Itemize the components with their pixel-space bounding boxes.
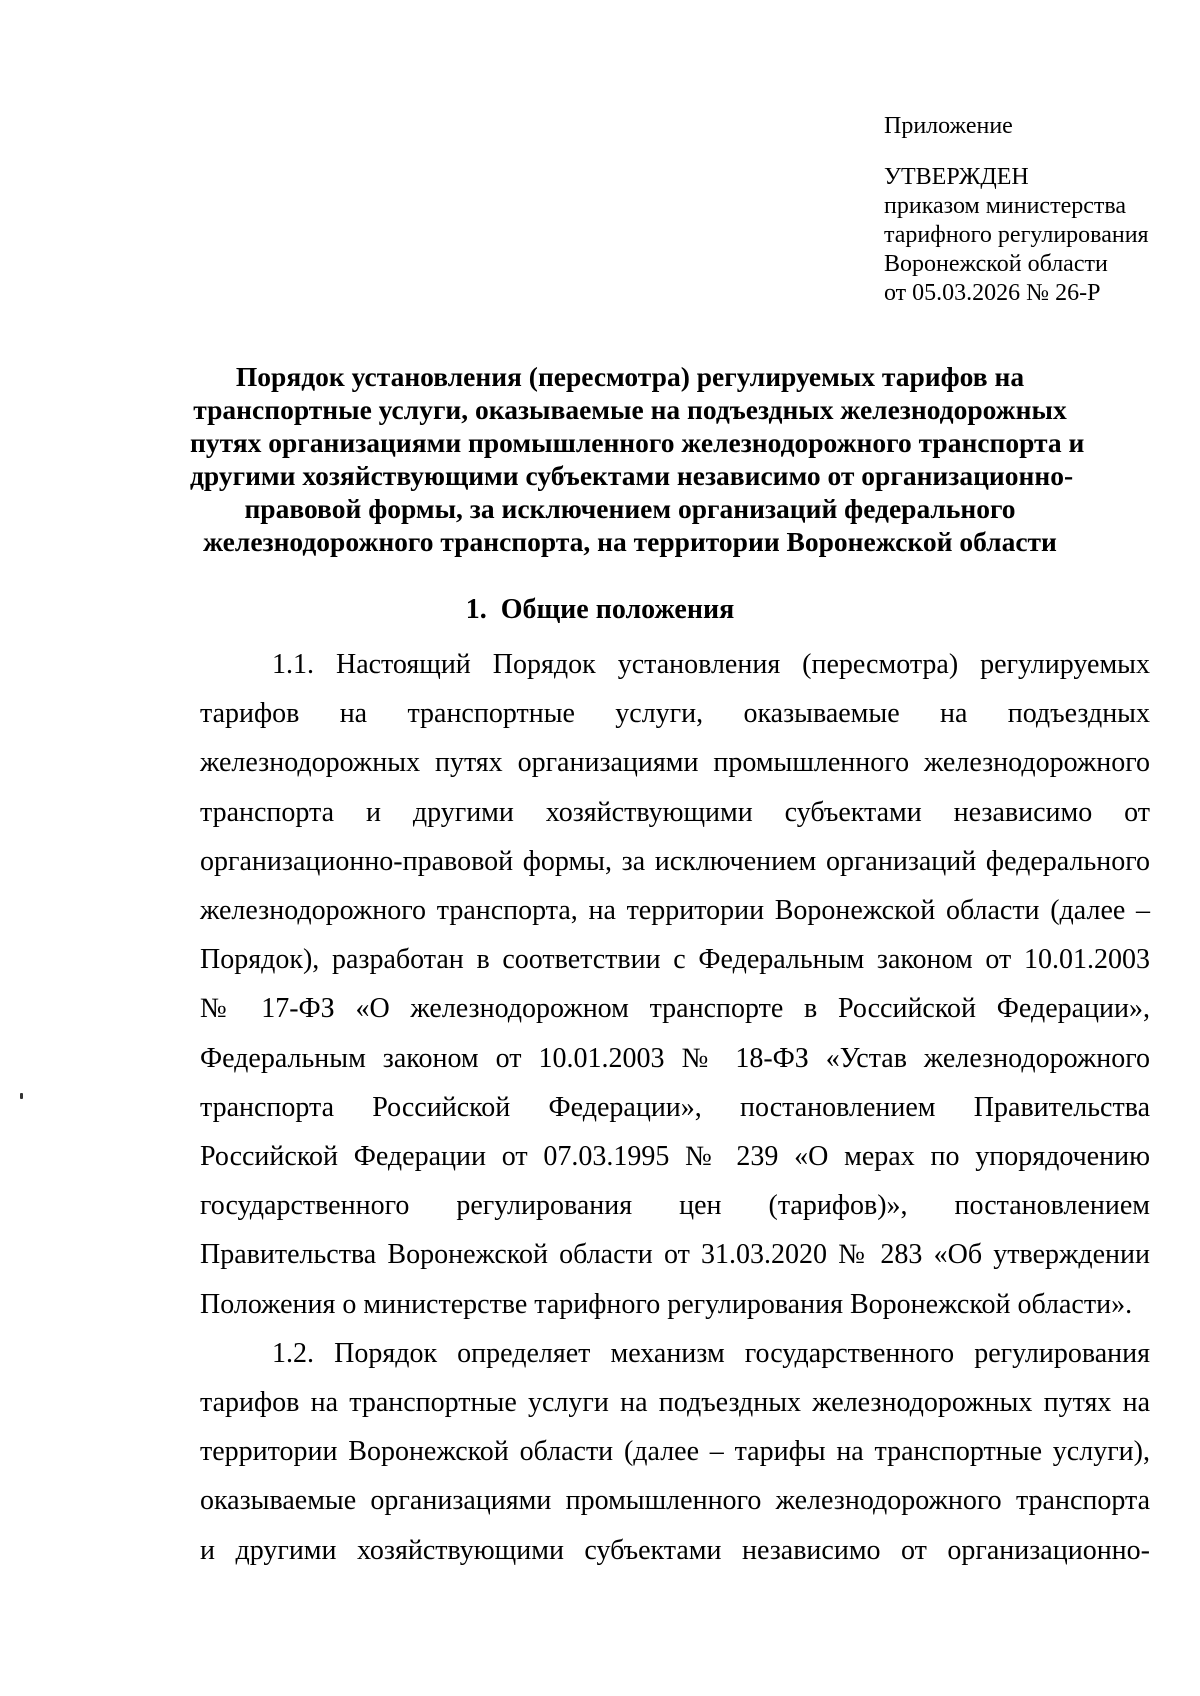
text-line: № 17-ФЗ «О железнодорожном транспорте в Российской Федерации», (200, 993, 1150, 1025)
text-line: Федеральным законом от 10.01.2003 № 18-ФЗ «Устав железнодорожного (200, 1042, 1150, 1074)
text-line: железнодорожных путях организациями промышленного железнодорожного (200, 747, 1150, 779)
text-line: и другими хозяйствующими субъектами независимо от организационно- (200, 1534, 1150, 1566)
text-line: Положения о министерстве тарифного регулирования Воронежской области». (200, 1288, 1133, 1320)
text-line: Правительства Воронежской области от 31.03.2020 № 283 «Об утверждении (200, 1239, 1150, 1271)
scan-speck (20, 1093, 23, 1099)
approval-line: от 05.03.2026 № 26-Р (884, 280, 1101, 306)
section-number: 1. (465, 594, 487, 625)
text-line: железнодорожного транспорта, на территории Воронежской области (далее – (200, 895, 1150, 927)
section-title: Общие положения (500, 594, 735, 625)
paragraph-1-1 (200, 640, 1150, 1329)
approval-line: тарифного регулирования (884, 222, 1149, 248)
text-line: тарифов на транспортные услуги на подъездных железнодорожных путях на (200, 1387, 1150, 1419)
approval-line: УТВЕРЖДЕН (884, 164, 1029, 190)
approval-line: Воронежской области (884, 251, 1108, 277)
text-line: Российской Федерации от 07.03.1995 № 239 «О мерах по упорядочению (200, 1141, 1150, 1173)
text-line: транспорта и другими хозяйствующими субъектами независимо от (200, 796, 1150, 828)
title-line: транспортные услуги, оказываемые на подъездных железнодорожных (193, 394, 1067, 425)
title-line: другими хозяйствующими субъектами независимо от организационно- (190, 460, 1074, 491)
text-line: государственного регулирования цен (тарифов)», постановлением (200, 1190, 1150, 1222)
text-line: 1.1. Настоящий Порядок установления (пересмотра) регулируемых (272, 649, 1150, 680)
title-line: Порядок установления (пересмотра) регулируемых тарифов на (235, 361, 1025, 392)
approval-block (884, 112, 1184, 308)
section-heading (0, 593, 1200, 627)
title-line: железнодорожного транспорта, на территории Воронежской области (203, 526, 1057, 557)
text-line: организационно-правовой формы, за исключением организаций федерального (200, 845, 1150, 877)
text-line: оказываемые организациями промышленного железнодорожного транспорта (200, 1485, 1150, 1517)
text-line: транспорта Российской Федерации», постановлением Правительства (200, 1091, 1150, 1123)
approval-line: приказом министерства (884, 193, 1127, 219)
annex-label: Приложение (884, 113, 1013, 139)
title-line: правовой формы, за исключением организаций федерального (244, 493, 1016, 524)
text-line: 1.2. Порядок определяет механизм государственного регулирования (272, 1337, 1150, 1369)
document-title (190, 360, 1085, 558)
text-line: территории Воронежской области (далее – тарифы на транспортные услуги), (200, 1436, 1150, 1468)
text-line: тарифов на транспортные услуги, оказываемые на подъездных (200, 698, 1150, 730)
title-line: путях организациями промышленного железнодорожного транспорта и (190, 427, 1085, 458)
text-line: Порядок), разработан в соответствии с Федеральным законом от 10.01.2003 (200, 944, 1150, 976)
document-body (200, 640, 1150, 1575)
paragraph-1-2 (200, 1329, 1150, 1575)
